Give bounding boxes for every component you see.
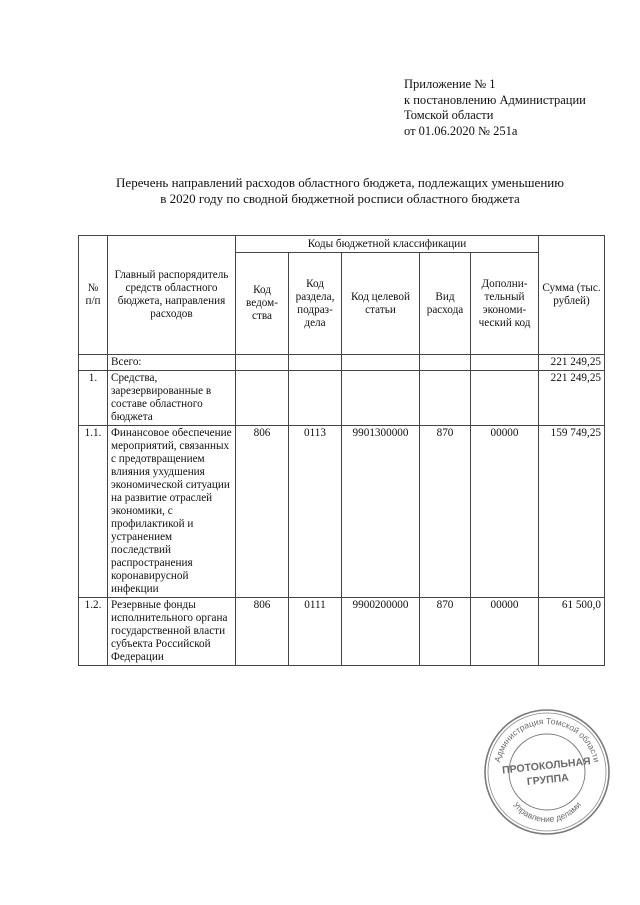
header-econ: Дополни-тельный экономи-ческий код <box>471 253 539 355</box>
row-target: 9901300000 <box>342 426 420 598</box>
appendix-line-1: Приложение № 1 <box>404 77 496 91</box>
row-section: 0111 <box>289 598 342 666</box>
stamp-center-line-1: ПРОТОКОЛЬНАЯ <box>501 755 592 777</box>
header-section: Код раздела, подраз-дела <box>289 253 342 355</box>
header-sum: Сумма (тыс. рублей) <box>539 236 605 355</box>
table-row <box>79 598 605 666</box>
row-econ: 00000 <box>471 598 539 666</box>
appendix-line-2: к постановлению Администрации <box>404 92 586 107</box>
row-econ: 00000 <box>471 426 539 598</box>
header-dept: Код ведом-ства <box>236 253 289 355</box>
row-sum: 221 249,25 <box>539 371 605 426</box>
row-sum: 159 749,25 <box>539 426 605 598</box>
row-exptype <box>420 371 471 426</box>
total-num <box>79 355 108 371</box>
title-line-1: Перечень направлений расходов областного бюджета, подлежащих уменьшению <box>116 175 564 190</box>
row-num: 1. <box>79 371 108 426</box>
table-row <box>79 426 605 598</box>
stamp-center-line-2: ГРУППА <box>526 771 570 789</box>
total-sum: 221 249,25 <box>539 355 605 371</box>
row-econ <box>471 371 539 426</box>
appendix-line-3: Томской области <box>404 108 494 122</box>
official-stamp <box>482 707 612 837</box>
row-num: 1.2. <box>79 598 108 666</box>
row-exptype: 870 <box>420 426 471 598</box>
row-section: 0113 <box>289 426 342 598</box>
row-dept: 806 <box>236 598 289 666</box>
row-dept: 806 <box>236 426 289 598</box>
table-row <box>79 371 605 426</box>
row-target <box>342 371 420 426</box>
header-num: № п/п <box>79 236 108 355</box>
row-section <box>289 371 342 426</box>
total-row <box>79 355 605 371</box>
row-exptype: 870 <box>420 598 471 666</box>
stamp-ring-bottom: Управление делами <box>511 799 583 825</box>
header-row-1 <box>79 236 605 253</box>
expenses-table <box>78 235 605 666</box>
row-dept <box>236 371 289 426</box>
stamp-ring-top: Администрация Томской области <box>492 715 602 764</box>
document-title <box>60 175 620 207</box>
header-exptype: Вид расхода <box>420 253 471 355</box>
row-name: Финансовое обеспечение мероприятий, связанных с предотвращением влияния ухудшения экономической ситуации на развитие отраслей экономики, с профилактикой и устранением последствий распространения коронавирусной инфекции <box>108 426 236 598</box>
row-name: Средства, зарезервированные в составе областного бюджета <box>108 371 236 426</box>
row-num: 1.1. <box>79 426 108 598</box>
header-main: Главный распорядитель средств областного бюджета, направления расходов <box>108 236 236 355</box>
appendix-block <box>404 77 586 139</box>
title-line-2: в 2020 году по сводной бюджетной росписи областного бюджета <box>160 191 520 206</box>
appendix-line-4: от 01.06.2020 № 251а <box>404 123 518 138</box>
row-target: 9900200000 <box>342 598 420 666</box>
header-codes-group: Коды бюджетной классификации <box>236 236 539 253</box>
row-name: Резервные фонды исполнительного органа государственной власти субъекта Российской Федерации <box>108 598 236 666</box>
row-sum: 61 500,0 <box>539 598 605 666</box>
total-label: Всего: <box>108 355 236 371</box>
header-target: Код целевой статьи <box>342 253 420 355</box>
